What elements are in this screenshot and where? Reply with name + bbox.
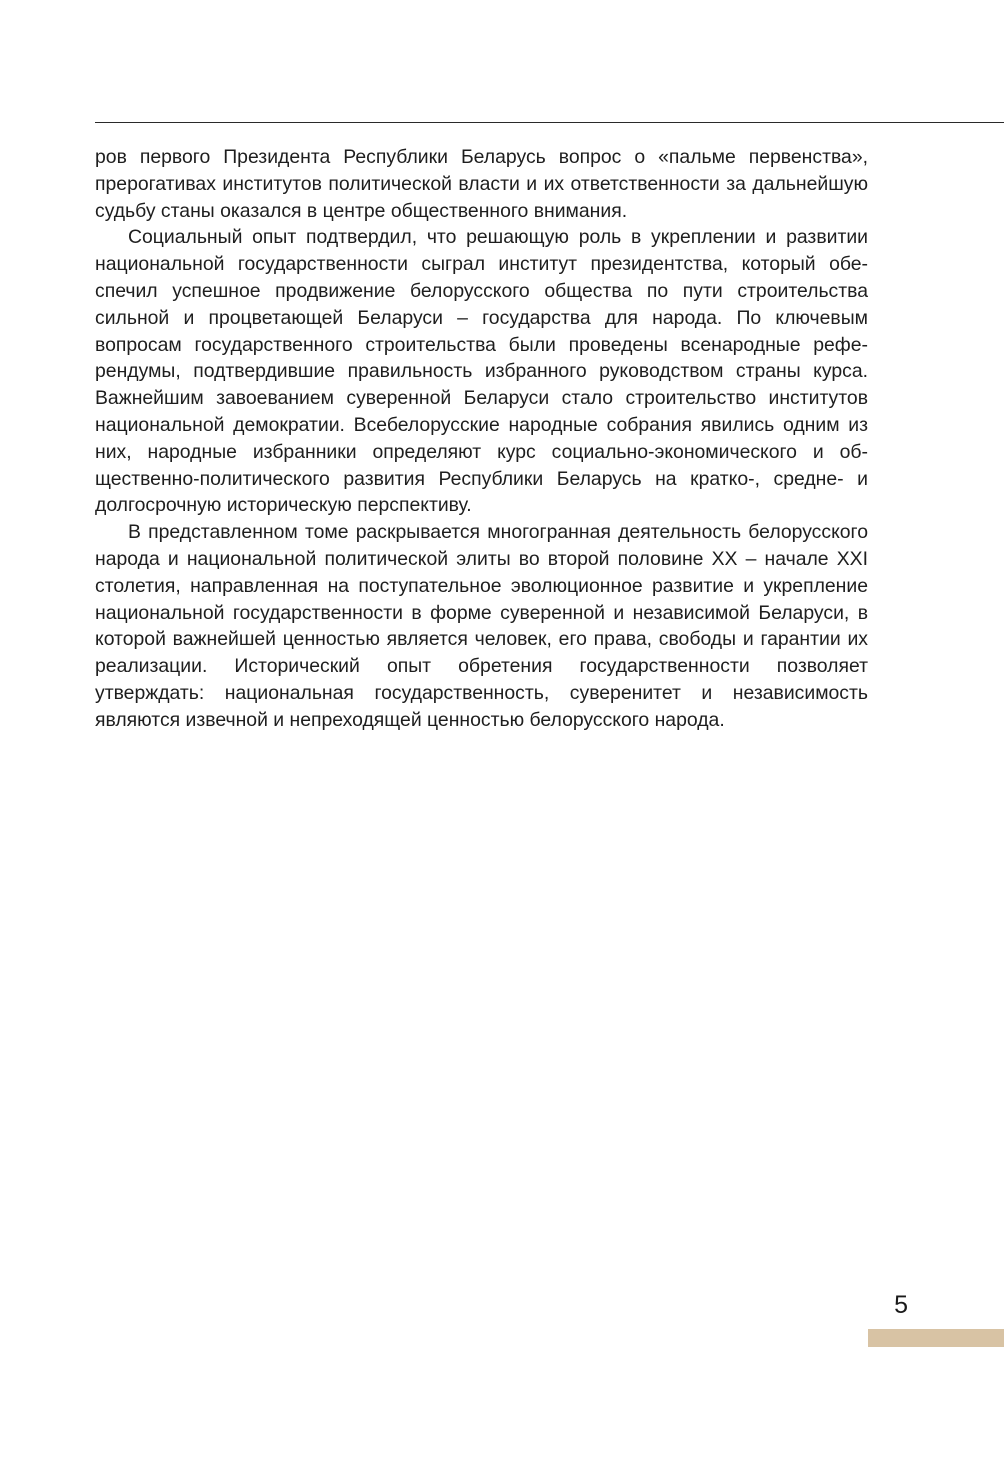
paragraph-1: ров первого Президента Республики Беларусь вопрос о «пальме первенства», прерогативах институтов политической власти и их ответственности за дальнейшую судьбу станы оказался в центре общественного внимания. bbox=[95, 146, 868, 222]
page-number-accent-bar bbox=[868, 1329, 1004, 1347]
body-text bbox=[95, 144, 868, 734]
header-rule bbox=[95, 122, 1004, 123]
paragraph-2: Социальный опыт подтвердил, что решающую роль в укреплении и развитии национальной государственности сыграл институт президентства, который обеспечил успешное продвижение белорусского общества по пути строительства сильной и процветающей Беларуси – государства для народа. По ключевым вопросам государственного строительства были проведены всенародные референдумы, подтвердившие правильность избранного руководством страны курса. Важнейшим завоеванием суверенной Беларуси стало строительство институтов национальной демократии. Всебелорусские народные собрания явились одним из них, народные избранники определяют курс социально-экономического и общественно-политического развития Республики Беларусь на кратко-, средне- и долгосрочную историческую перспективу. bbox=[95, 226, 868, 517]
paragraph-3: В представленном томе раскрывается многогранная деятельность белорусского народа и национальной политической элиты во второй половине ХХ – начале ХХI столетия, направленная на поступательное эволюционное развитие и укрепление национальной государственности в форме суверенной и независимой Беларуси, в которой важнейшей ценностью является человек, его права, свободы и гарантии их реализации. Исторический опыт обретения государственности позволяет утверждать: национальная государственность, суверенитет и независимость являются извечной и непреходящей ценностью белорусского народа. bbox=[95, 521, 868, 731]
page-number: 5 bbox=[894, 1291, 908, 1319]
